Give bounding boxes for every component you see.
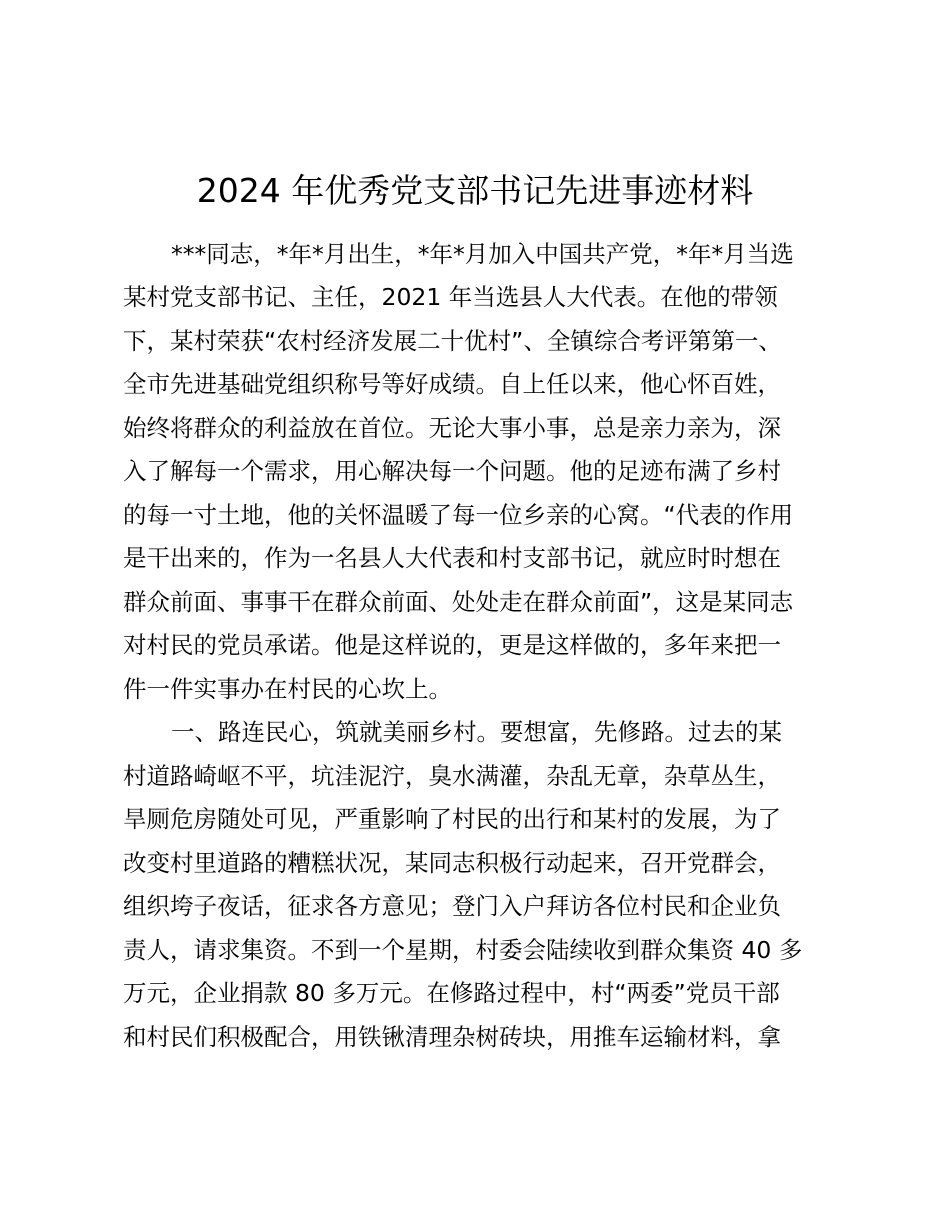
paragraph-line: 责人，请求集资。不到一个星期，村委会陆续收到群众集资 40 多 bbox=[123, 936, 803, 964]
paragraph-line: 入了解每一个需求，用心解决每一个问题。他的足迹布满了乡村 bbox=[123, 457, 781, 485]
paragraph-line: 的每一寸土地，他的关怀温暖了每一位乡亲的心窝。“代表的作用 bbox=[123, 501, 794, 529]
paragraph-line: ***同志，*年*月出生，*年*月加入中国共产党，*年*月当选 bbox=[171, 240, 794, 268]
paragraph-line: 村道路崎岖不平，坑洼泥泞，臭水满灌，杂乱无章，杂草丛生， bbox=[123, 762, 781, 790]
paragraph-line: 群众前面、事事干在群众前面、处处走在群众前面”，这是某同志 bbox=[123, 588, 794, 616]
paragraph-line: 某村党支部书记、主任，2021 年当选县人大代表。在他的带领 bbox=[123, 283, 778, 311]
paragraph-line: 是干出来的，作为一名县人大代表和村支部书记，就应时时想在 bbox=[123, 544, 781, 572]
section-heading-line: 一、路连民心，筑就美丽乡村。要想富，先修路。过去的某 bbox=[171, 718, 782, 746]
paragraph-line: 和村民们积极配合，用铁锹清理杂树砖块，用推车运输材料，拿 bbox=[123, 1023, 781, 1051]
paragraph-line: 旱厕危房随处可见，严重影响了村民的出行和某村的发展，为了 bbox=[123, 805, 781, 833]
paragraph-line: 对村民的党员承诺。他是这样说的，更是这样做的，多年来把一 bbox=[123, 631, 781, 659]
paragraph-line: 万元，企业捐款 80 多万元。在修路过程中，村“两委”党员干部 bbox=[123, 979, 780, 1007]
paragraph-line: 下，某村荣获“农村经济发展二十优村”、全镇综合考评第第一、 bbox=[123, 327, 782, 355]
paragraph-line: 始终将群众的利益放在首位。无论大事小事，总是亲力亲为，深 bbox=[123, 414, 781, 442]
paragraph-line: 件一件实事办在村民的心坎上。 bbox=[123, 675, 452, 703]
document-title: 2024 年优秀党支部书记先进事迹材料 bbox=[196, 171, 754, 210]
paragraph-line: 改变村里道路的糟糕状况，某同志积极行动起来，召开党群会， bbox=[123, 849, 781, 877]
paragraph-line: 组织垮子夜话，征求各方意见；登门入户拜访各位村民和企业负 bbox=[123, 892, 781, 920]
paragraph-line: 全市先进基础党组织称号等好成绩。自上任以来，他心怀百姓， bbox=[123, 370, 781, 398]
